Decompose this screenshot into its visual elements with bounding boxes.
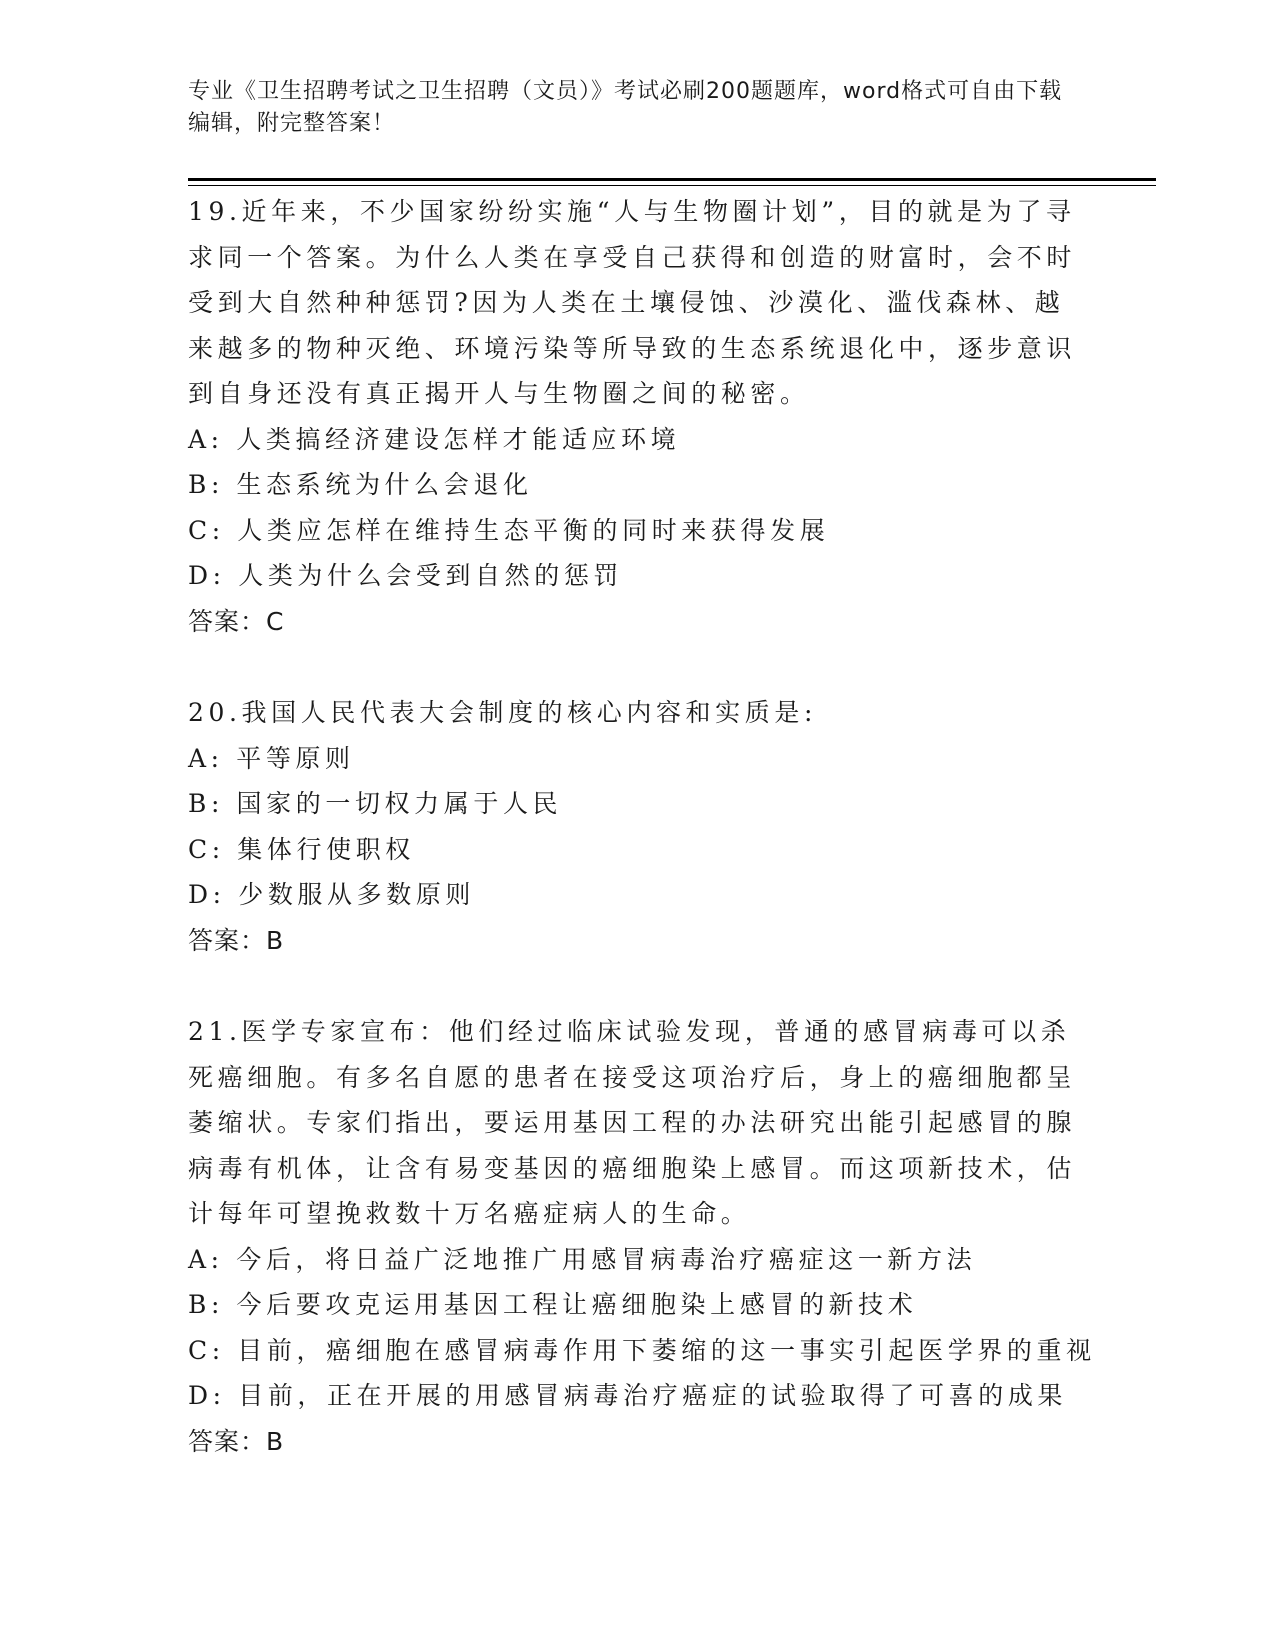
option-d: D: 少数服从多数原则 bbox=[188, 880, 476, 909]
option-c: C: 目前，癌细胞在感冒病毒作用下萎缩的这一事实引起医学界的重视 bbox=[188, 1335, 1096, 1365]
question-20 bbox=[188, 690, 1088, 963]
option-a: A: 平等原则 bbox=[188, 743, 355, 773]
option-a: A: 今后，将日益广泛地推广用感冒病毒治疗癌症这一新方法 bbox=[188, 1244, 977, 1274]
option-c: C: 集体行使职权 bbox=[188, 834, 415, 864]
option-a: A: 人类搞经济建设怎样才能适应环境 bbox=[188, 424, 681, 454]
question-stem: 21.医学专家宣布：他们经过临床试验发现，普通的感冒病毒可以杀死癌细胞。有多名自愿的患者在接受这项治疗后，身上的癌细胞都呈萎缩状。专家们指出，要运用基因工程的办法研究出能引起感冒的腺病毒有机体，让含有易变基因的癌细胞染上感冒。而这项新技术，估计每年可望挽救数十万名癌症病人的生命。 bbox=[188, 1017, 1077, 1228]
option-b: B: 生态系统为什么会退化 bbox=[188, 470, 533, 499]
question-list bbox=[188, 189, 1096, 1510]
option-b: B: 今后要攻克运用基因工程让癌细胞染上感冒的新技术 bbox=[188, 1290, 918, 1319]
question-19 bbox=[188, 189, 1088, 644]
question-21 bbox=[188, 1009, 1096, 1464]
header-rule-thin bbox=[188, 185, 1156, 186]
option-c: C: 人类应怎样在维持生态平衡的同时来获得发展 bbox=[188, 515, 830, 545]
question-stem: 20.我国人民代表大会制度的核心内容和实质是: bbox=[188, 698, 817, 727]
document-header: 专业《卫生招聘考试之卫生招聘（文员）》考试必刷200题题库，word格式可自由下载编辑，附完整答案！ bbox=[188, 79, 1063, 136]
answer-label: 答案：B bbox=[188, 1426, 285, 1456]
option-d: D: 人类为什么会受到自然的惩罚 bbox=[188, 561, 624, 590]
answer-label: 答案：C bbox=[188, 606, 285, 636]
option-b: B: 国家的一切权力属于人民 bbox=[188, 789, 563, 818]
option-d: D: 目前，正在开展的用感冒病毒治疗癌症的试验取得了可喜的成果 bbox=[188, 1381, 1068, 1410]
answer-label: 答案：B bbox=[188, 925, 285, 955]
header-rule-thick bbox=[188, 178, 1156, 181]
question-stem: 19.近年来，不少国家纷纷实施“人与生物圈计划”，目的就是为了寻求同一个答案。为什么人类在享受自己获得和创造的财富时，会不时受到大自然种种惩罚?因为人类在土壤侵蚀、沙漠化、滥伐森林、越来越多的物种灭绝、环境污染等所导致的生态系统退化中，逐步意识到自身还没有真正揭开人与生物圈之间的秘密。 bbox=[188, 197, 1077, 408]
